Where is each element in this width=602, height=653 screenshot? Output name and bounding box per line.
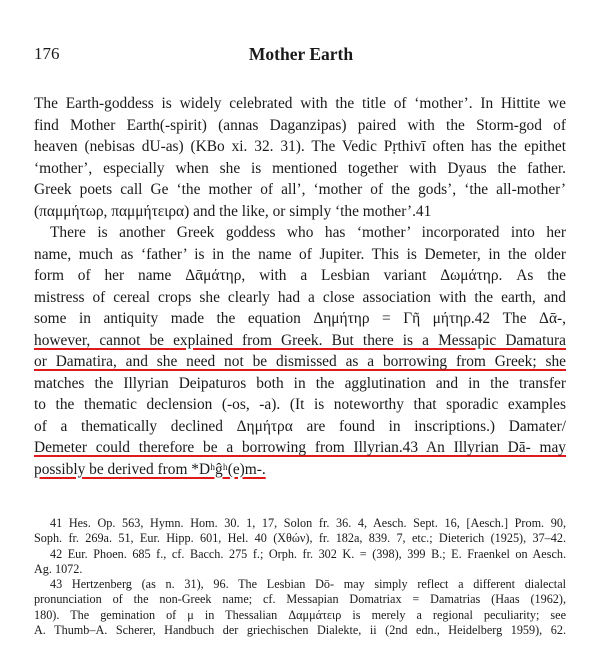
footnote-line: 41 Hes. Op. 563, Hymn. Hom. 30. 1, 17, Solon fr. 36. 4, Aesch. Sept. 16, [Aesch.] Prom. 90, xyxy=(50,516,566,530)
footnote-line: 43 Hertzenberg (as n. 31), 96. The Lesbian Dō- may simply reflect a different dialectal xyxy=(50,577,566,592)
body-line: heaven (nebisas dU-as) (KBo xi. 32. 31). The Vedic Pṛthivī often has the epithet xyxy=(34,138,566,155)
chapter-title: Mother Earth xyxy=(248,44,354,64)
body-line: to the thematic declension (-os, -a). (It is noteworthy that sporadic examples xyxy=(34,396,566,413)
body-line: The Earth-goddess is widely celebrated with the title of ‘mother’. In Hittite we xyxy=(34,95,566,112)
footnote-line: Ag. 1072. xyxy=(34,561,83,576)
body-line: find Mother Earth(-spirit) (annas Daganzipas) paired with the Storm-god of xyxy=(34,116,566,134)
body-line: name, much as ‘father’ is in the name of Jupiter. This is Demeter, in the older xyxy=(34,245,566,263)
footnote-line: Soph. fr. 269a. 51, Eur. Hipp. 601, Hel. 40 (Χθών), fr. 182a, 839. 7, etc.; Dieterich (1925), 37–42. xyxy=(34,531,566,546)
body-line-underlined: Demeter could therefore be a borrowing from Illyrian.43 An Illyrian Dā- may xyxy=(34,439,566,456)
body-line: Greek poets call Ge ‘the mother of all’, ‘mother of the gods’, ‘the all-mother’ xyxy=(34,181,566,198)
body-line-underlined: possibly be derived from *Dʰĝʰ(e)m-. xyxy=(34,460,266,478)
main-text xyxy=(34,93,566,480)
body-line: matches the Illyrian Deipaturos both in the agglutination and in the transfer xyxy=(34,374,566,392)
body-line: form of her name Δᾱμάτηρ, with a Lesbian variant Δωμάτηρ. As the xyxy=(34,267,566,284)
footnote-line: 180). The gemination of μ in Thessalian Δαμμάτειρ is merely a regional peculiarity; see xyxy=(34,607,566,622)
body-line: some in antiquity made the equation Δημήτηρ = Γῆ μήτηρ.42 The Δᾱ-, xyxy=(34,310,566,327)
body-line: (παμμήτωρ, παμμήτειρα) and the like, or simply ‘the mother’.41 xyxy=(34,202,432,220)
running-header xyxy=(34,44,568,66)
body-line: of a thematically declined Δημήτρα are found in inscriptions.) Damater/ xyxy=(34,417,566,435)
footnote-line: A. Thumb–A. Scherer, Handbuch der griechischen Dialekte, ii (2nd edn., Heidelberg 1959), 62. xyxy=(34,623,566,638)
footnote-line: 42 Eur. Phoen. 685 f., cf. Bacch. 275 f.; Orph. fr. 302 K. = (398), 399 B.; E. Fraenkel on Aesch. xyxy=(50,546,566,561)
body-line: ‘mother’, especially when she is mentioned together with Dyaus the father. xyxy=(34,159,566,177)
body-line: mistress of cereal crops she clearly had a close association with the earth, and xyxy=(34,288,566,306)
body-line-underlined: or Damatira, and she need not be dismissed as a borrowing from Greek; she xyxy=(34,353,566,370)
body-line-underlined: however, cannot be explained from Greek. But there is a Messapic Damatura xyxy=(34,331,566,349)
footnote-line: pronunciation of the non-Greek name; cf. Messapian Domatriax = Damatrias (Haas (1962), xyxy=(34,592,566,607)
body-line: There is another Greek goddess who has ‘mother’ incorporated into her xyxy=(50,224,566,241)
page-number: 176 xyxy=(34,44,60,63)
footnotes xyxy=(34,516,566,638)
